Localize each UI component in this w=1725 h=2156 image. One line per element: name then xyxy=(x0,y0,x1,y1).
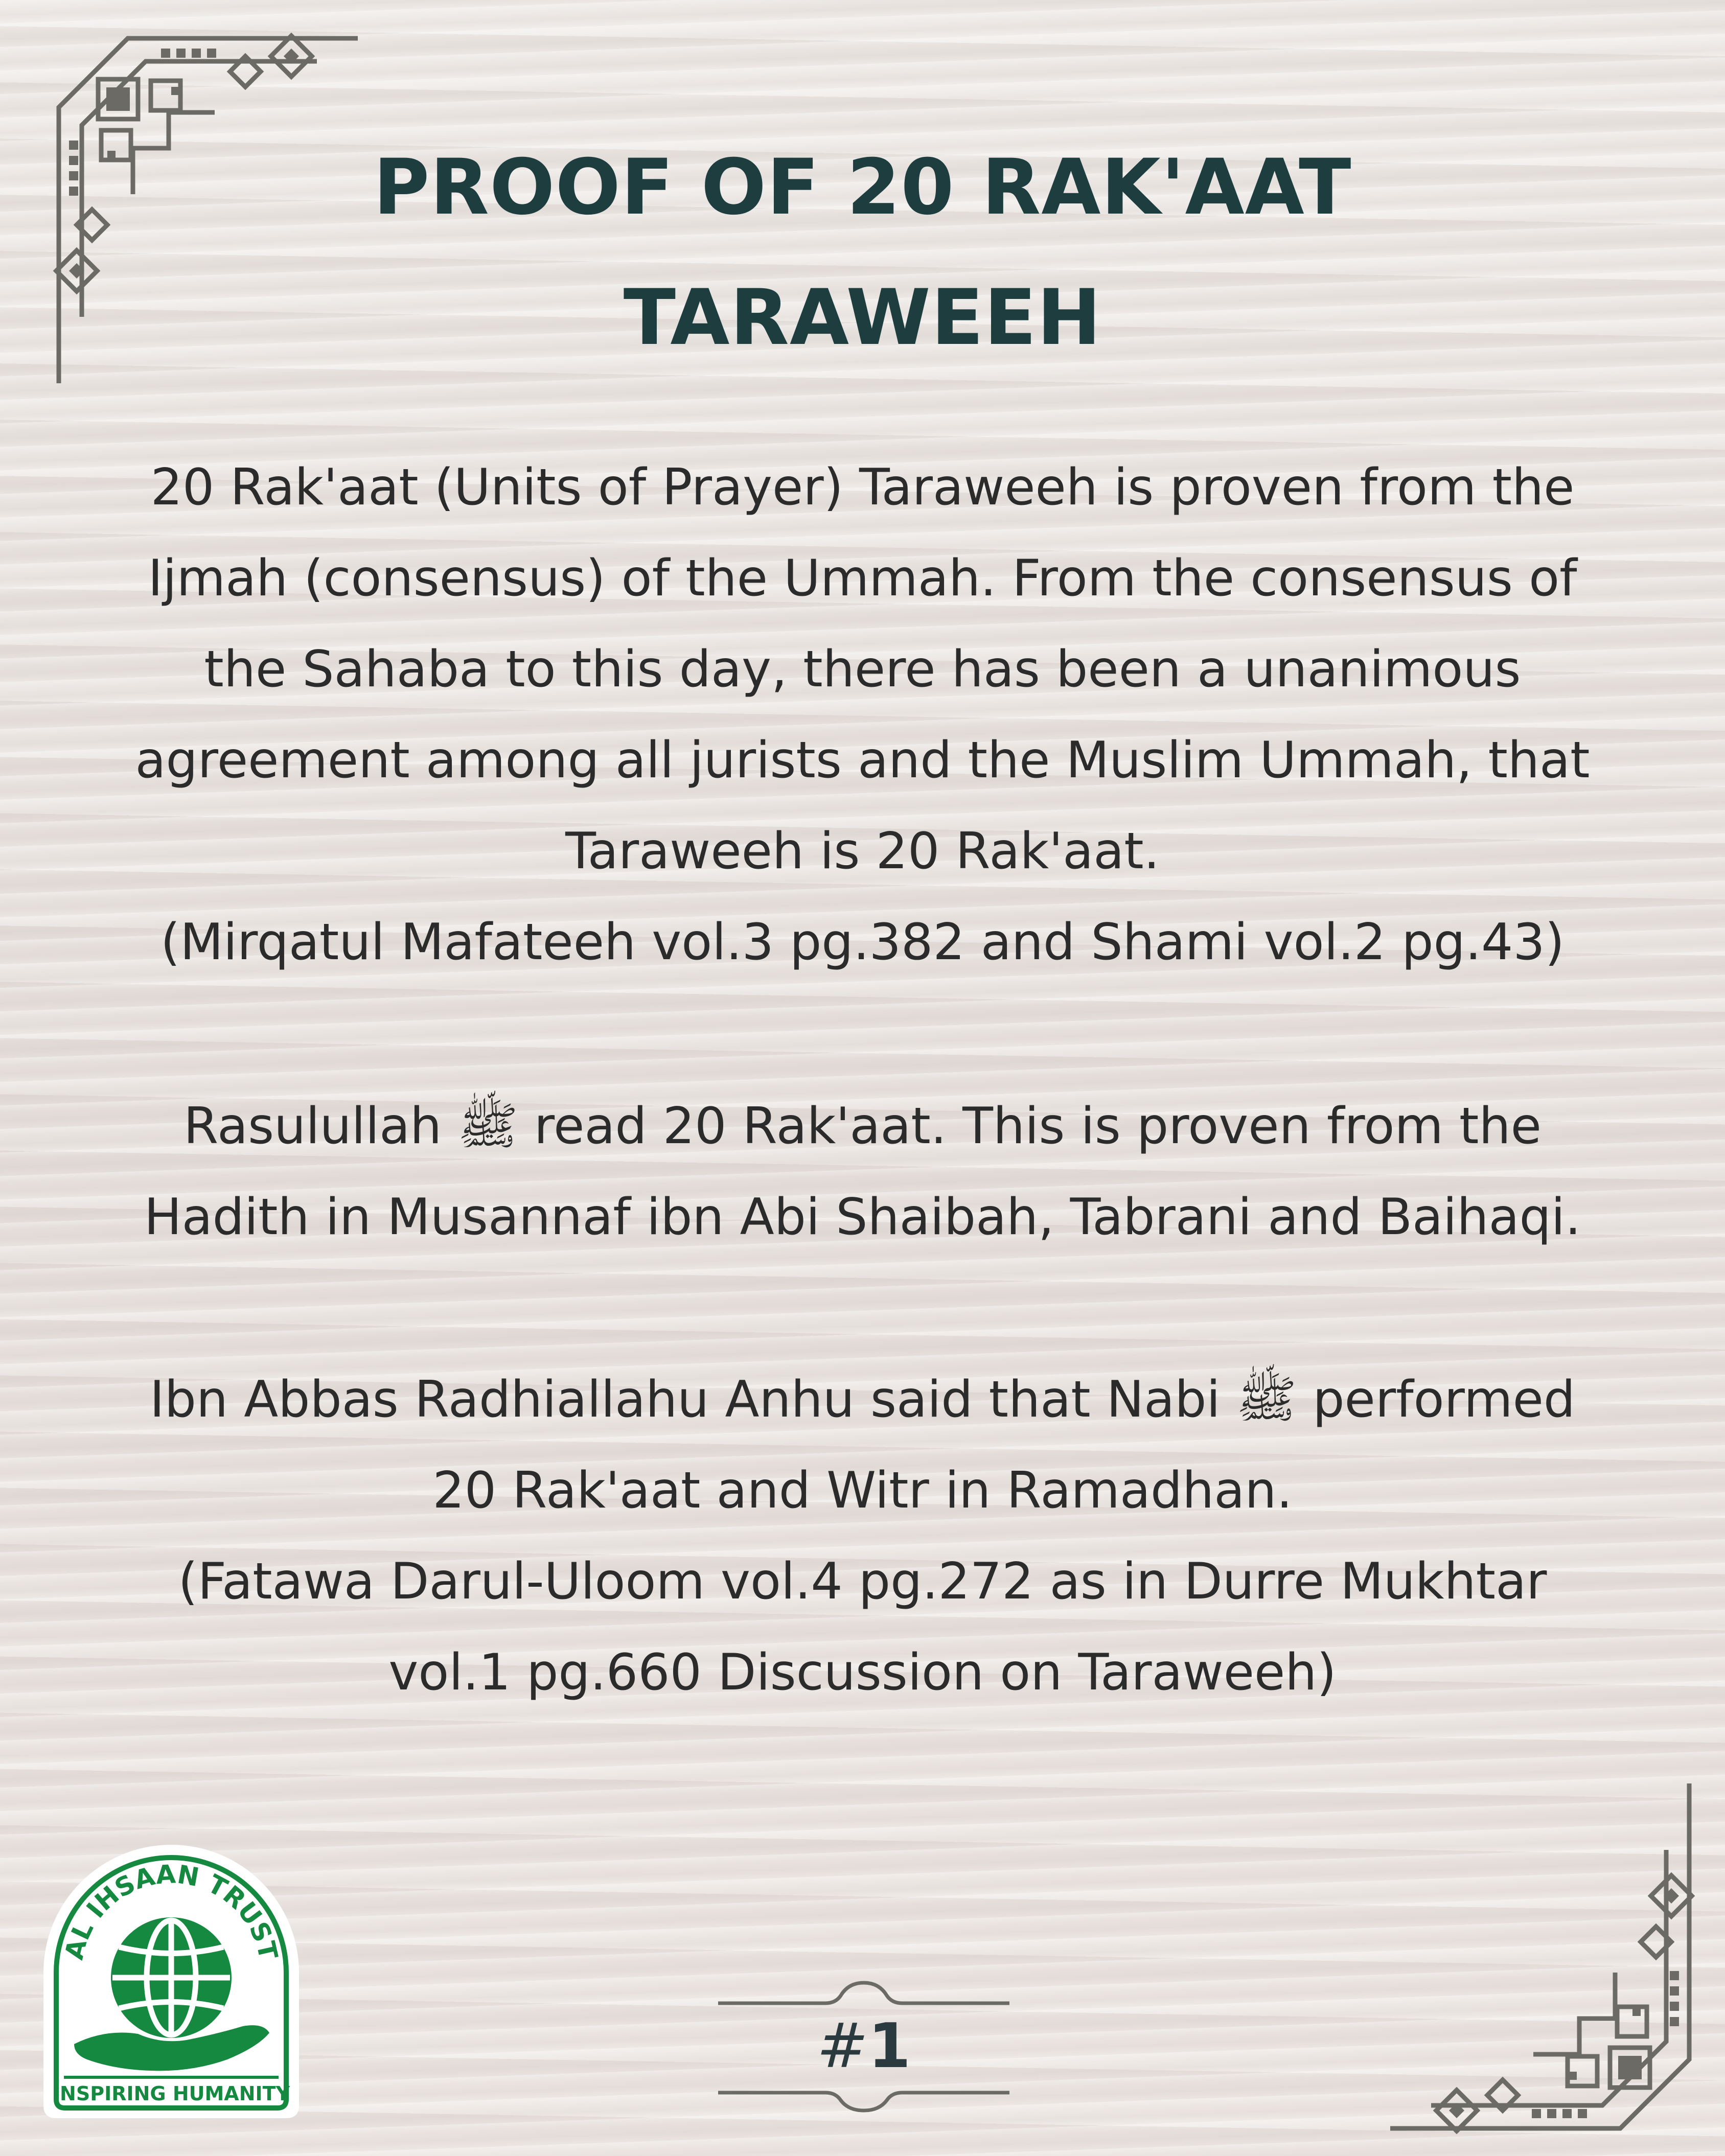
logo-tagline: INSPIRING HUMANITY xyxy=(52,2082,290,2105)
paragraph-hadith xyxy=(20,1081,1705,1263)
citation-line: vol.1 pg.660 Discussion on Taraweeh) xyxy=(388,1643,1337,1702)
text-line: Hadith in Musannaf ibn Abi Shaibah, Tabrani and Baihaqi. xyxy=(144,1188,1581,1246)
paragraph-ibn-abbas xyxy=(20,1354,1705,1718)
text-line: Ibn Abbas Radhiallahu Anhu said that Nabi ﷺ performed xyxy=(149,1371,1576,1429)
title-line-2: TARAWEEH xyxy=(623,273,1102,362)
citation-line: (Fatawa Darul-Uloom vol.4 pg.272 as in Durre Mukhtar xyxy=(178,1552,1547,1611)
text-line: Ijmah (consensus) of the Ummah. From the consensus of xyxy=(148,549,1577,608)
corner-ornament-bottom-right xyxy=(1380,1778,1697,2136)
title-line-1: PROOF OF 20 RAK'AAT xyxy=(373,143,1352,232)
text-line: 20 Rak'aat (Units of Prayer) Taraweeh is proven from the xyxy=(150,458,1575,517)
logo-arc-text: AL IHSAAN TRUST xyxy=(59,1859,284,1963)
text-line: 20 Rak'aat and Witr in Ramadhan. xyxy=(432,1462,1293,1520)
text-line: Taraweeh is 20 Rak'aat. xyxy=(565,822,1160,880)
page-number-hash: # xyxy=(816,2011,868,2082)
citation-line: (Mirqatul Mafateeh vol.3 pg.382 and Shami vol.2 pg.43) xyxy=(160,913,1565,971)
text-line: Rasulullah ﷺ read 20 Rak'aat. This is proven from the xyxy=(183,1097,1542,1155)
page-number xyxy=(718,2011,1009,2082)
text-line: the Sahaba to this day, there has been a unanimous xyxy=(204,640,1521,699)
page-title xyxy=(153,123,1572,383)
al-ihsaan-trust-logo xyxy=(33,1819,309,2121)
text-line: agreement among all jurists and the Muslim Ummah, that xyxy=(135,731,1590,790)
globe-icon xyxy=(111,1917,232,2038)
paragraph-ijmah xyxy=(20,442,1705,988)
page-number-value: 1 xyxy=(868,2011,911,2082)
